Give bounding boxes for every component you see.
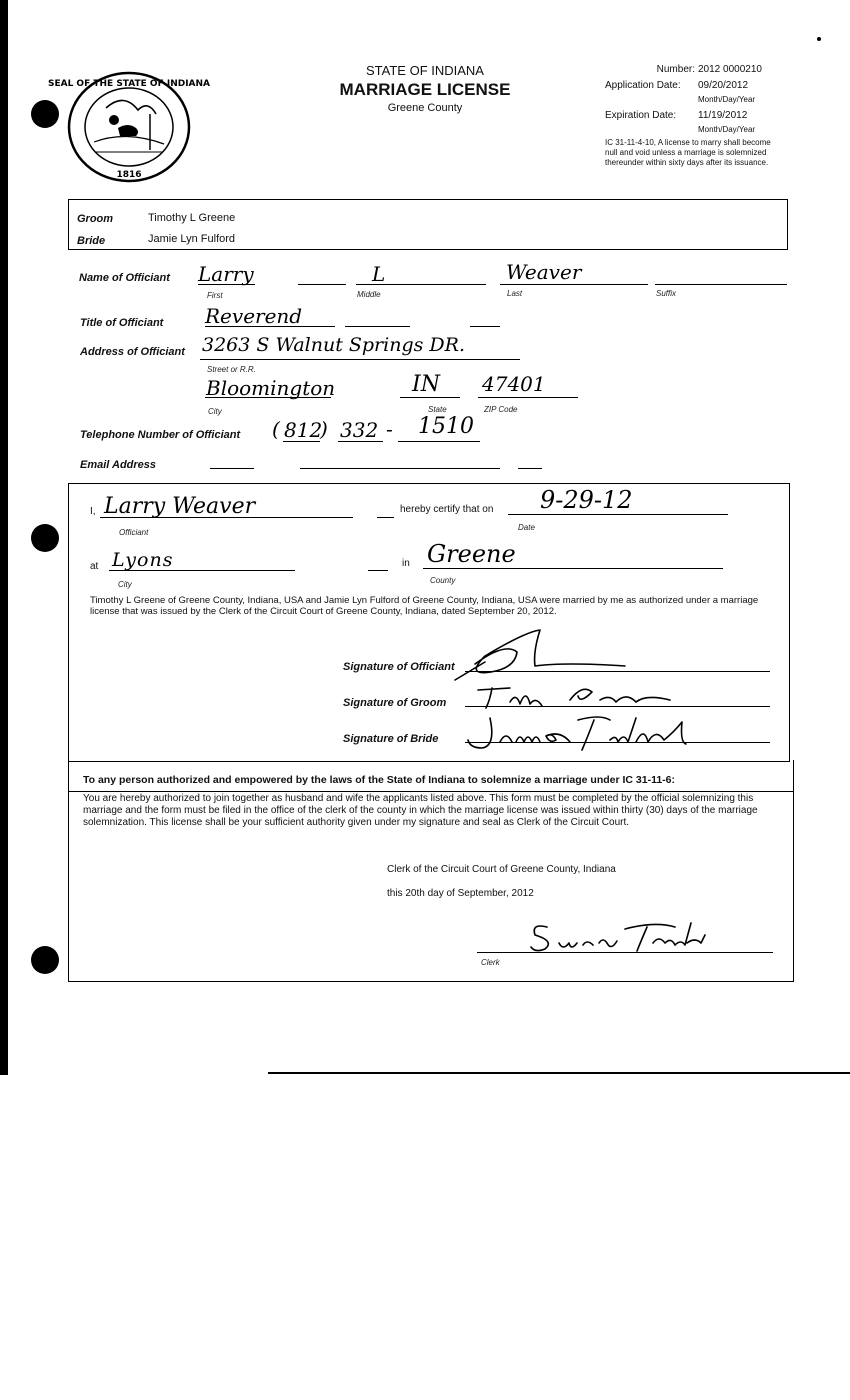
- officiant-address-label: Address of Officiant: [80, 346, 185, 358]
- caption-clerk: Clerk: [481, 958, 500, 967]
- groom-label: Groom: [77, 213, 114, 225]
- caption-first: First: [207, 291, 223, 300]
- expiration-date-label: Expiration Date:: [605, 110, 677, 121]
- scan-speck: [817, 37, 821, 41]
- groom-signature: [470, 682, 690, 712]
- bride-signature: [460, 712, 700, 754]
- bride-label: Bride: [77, 235, 106, 247]
- caption-street: Street or R.R.: [207, 365, 256, 374]
- authorization-body: You are hereby authorized to join together as husband and wife the applicants listed above. This form must be completed by the official solemnizing this marriage and the form must be filed in the office of the clerk of the county in which the marriage license was issued within thirty (30) days of the marriage solemnization. This license shall be your sufficient authority given under my signature and seal as Clerk of the Circuit Court.: [83, 793, 758, 828]
- application-date-label: Application Date:: [605, 80, 681, 91]
- clerk-title: Clerk of the Circuit Court of Greene County, Indiana: [387, 864, 616, 875]
- caption-county: County: [430, 576, 456, 585]
- officiant-signature-label: Signature of Officiant: [343, 661, 455, 673]
- email-label: Email Address: [80, 459, 157, 471]
- license-number: 2012 0000210: [698, 64, 762, 75]
- issue-date: this 20th day of September, 2012: [387, 888, 534, 899]
- expiration-date-format: Month/Day/Year: [698, 125, 756, 134]
- caption-zip: ZIP Code: [484, 405, 518, 414]
- in-label: in: [402, 558, 410, 569]
- marriage-city: Lyons: [112, 549, 174, 571]
- officiant-state: IN: [412, 372, 440, 397]
- caption-date: Date: [518, 523, 535, 532]
- application-date: 09/20/2012: [698, 80, 749, 91]
- scan-edge: [0, 0, 8, 1075]
- officiant-middle-name: L: [372, 262, 386, 286]
- caption-city: City: [208, 407, 222, 416]
- groom-signature-label: Signature of Groom: [343, 697, 447, 709]
- officiant-zip: 47401: [482, 372, 546, 396]
- certifying-officiant: Larry Weaver: [104, 494, 256, 519]
- caption-state: State: [428, 405, 447, 414]
- at-label: at: [90, 561, 99, 572]
- caption-suffix: Suffix: [656, 289, 677, 298]
- officiant-street: 3263 S Walnut Springs DR.: [202, 334, 465, 356]
- seal-icon: [47, 70, 211, 184]
- officiant-title-label: Title of Officiant: [80, 317, 164, 329]
- document-title: MARRIAGE LICENSE: [339, 80, 511, 99]
- officiant-title: Reverend: [205, 304, 303, 328]
- caption-cert-city: City: [118, 580, 132, 589]
- officiant-last-name: Weaver: [506, 260, 582, 284]
- phone-open-paren: (: [272, 417, 280, 441]
- svg-text:1816: 1816: [116, 170, 142, 180]
- svg-text:SEAL OF THE STATE OF INDIANA: SEAL OF THE STATE OF INDIANA: [47, 79, 211, 89]
- punch-hole: [31, 946, 59, 974]
- caption-middle: Middle: [357, 290, 381, 299]
- statute-note: IC 31-11-4-10, A license to marry shall become null and void unless a marriage is solemnized thereunder within sixty days after its issuance.: [605, 138, 771, 167]
- officiant-phone-line: 1510: [418, 414, 474, 439]
- phone-close-paren: ): [320, 417, 328, 441]
- caption-officiant: Officiant: [119, 528, 149, 537]
- officiant-phone-label: Telephone Number of Officiant: [80, 429, 241, 441]
- authorization-heading: To any person authorized and empowered by the laws of the State of Indiana to solemnize a marriage under IC 31-11-6:: [83, 774, 676, 786]
- state-heading: STATE OF INDIANA: [366, 63, 484, 78]
- i-label: I,: [90, 506, 96, 517]
- marriage-statement: Timothy L Greene of Greene County, Indiana, USA and Jamie Lyn Fulford of Greene County, Indiana, USA were married by me as authorized under a marriage license that was issued by the Clerk of the Circuit Court of Greene County, Indiana, dated September 20, 2012.: [90, 595, 759, 617]
- punch-hole: [31, 524, 59, 552]
- county-heading: Greene County: [387, 102, 463, 114]
- officiant-first-name: Larry: [198, 262, 254, 286]
- bride-name: Jamie Lyn Fulford: [148, 233, 236, 245]
- bride-signature-label: Signature of Bride: [343, 733, 439, 745]
- couple-box: [68, 199, 788, 250]
- number-label: Number:: [656, 64, 695, 75]
- marriage-date: 9-29-12: [540, 486, 633, 514]
- officiant-phone-area: 812: [284, 418, 323, 442]
- marriage-county: Greene: [427, 540, 516, 568]
- state-seal: [47, 70, 211, 184]
- authorization-box: [68, 760, 794, 982]
- phone-dash: -: [386, 417, 393, 441]
- groom-name: Timothy L Greene: [148, 212, 236, 224]
- officiant-phone-prefix: 332: [340, 418, 379, 442]
- officiant-signature: [445, 622, 645, 682]
- caption-last: Last: [507, 289, 523, 298]
- punch-hole: [31, 100, 59, 128]
- officiant-city: Bloomington: [206, 376, 336, 400]
- application-date-format: Month/Day/Year: [698, 95, 756, 104]
- certify-label: hereby certify that on: [400, 504, 494, 515]
- officiant-name-label: Name of Officiant: [79, 272, 170, 284]
- expiration-date: 11/19/2012: [698, 110, 748, 121]
